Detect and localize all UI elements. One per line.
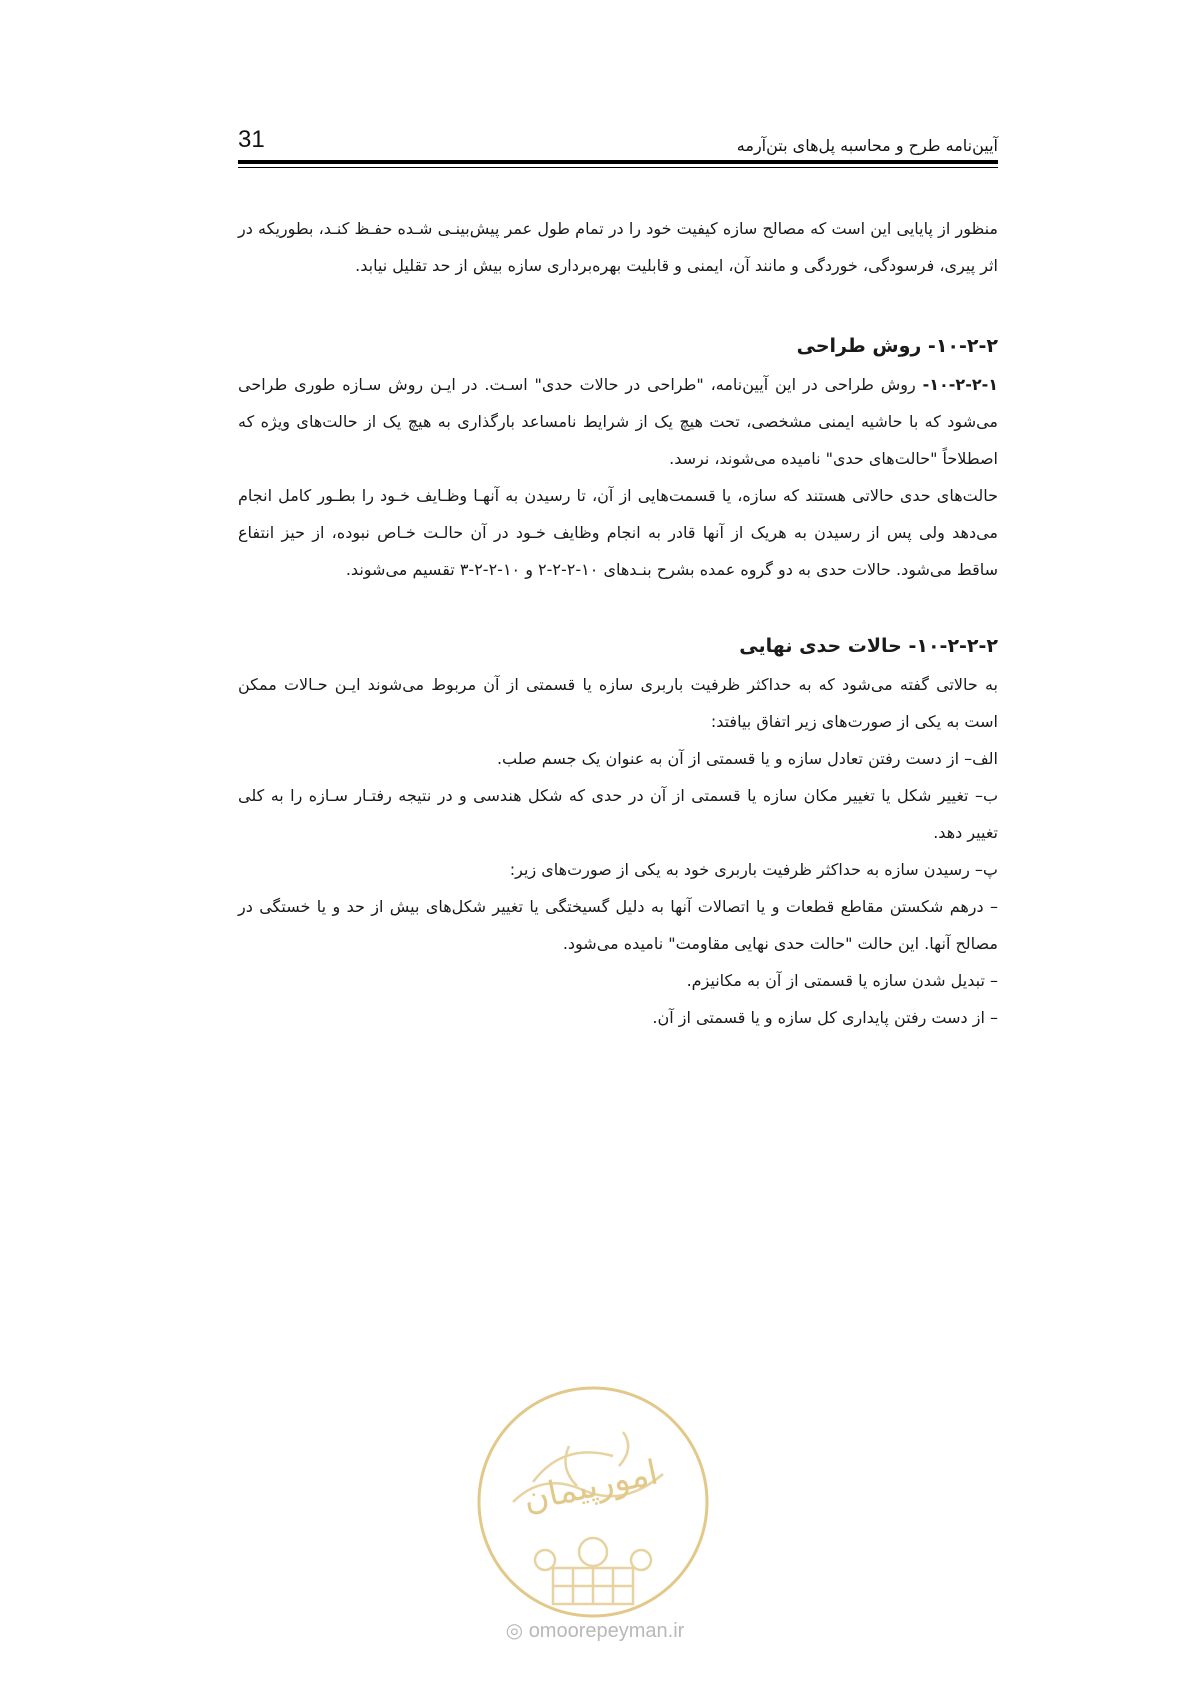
dash-item-3: – از دست رفتن پایداری کل سازه و یا قسمتی از آن. — [652, 1008, 998, 1027]
design-method-paragraph-2: حالت‌های حدی حالاتی هستند که سازه، یا قسمت‌هایی از آن، تا رسیدن به آنهـا وظـایف خـود را بطـور کامل انجام می‌دهد ولی پس از رسیدن به هریک از آنها قادر به انجام وظایف خـود در آن حالـت خـاص نبوده، از حیز انتفاع ساقط می‌شود. حالات حدی به دو گروه عمده بشرح بنـدهای ۱۰-۲-۲-۲ و ۱۰-۲-۲-۳ تقسیم می‌شوند. — [238, 486, 998, 579]
header-rule-thick — [238, 160, 998, 164]
heading-design-method: ۱۰-۲-۲- روش طراحی — [796, 335, 998, 357]
watermark-url: ◎ omoorepeyman.ir — [505, 1620, 685, 1642]
watermark-stamp — [473, 1382, 713, 1622]
page-body — [238, 210, 998, 1036]
list-item-pe: پ– رسیدن سازه به حداکثر ظرفیت باربری خود به یکی از صورت‌های زیر: — [509, 860, 998, 879]
clause-number: ۱۰-۲-۲-۱- — [922, 375, 998, 394]
intro-paragraph: منظور از پایایی این است که مصالح سازه کیفیت خود را در تمام طول عمر پیش‌بینـی شـده حفـظ کنـد، بطوریکه در اثر پیری، فرسودگی، خوردگی و مانند آن، ایمنی و قابلیت بهره‌برداری سازه بیش از حد تقلیل نیابد. — [238, 219, 998, 275]
list-item-alef: الف– از دست رفتن تعادل سازه و یا قسمتی از آن به عنوان یک جسم صلب. — [496, 749, 998, 768]
stamp-logo-icon — [473, 1382, 713, 1622]
design-method-text: روش طراحی در این آیین‌نامه، "طراحی در حالات حدی" اسـت. در ایـن روش سـازه طوری طراحی می‌شود که با حاشیه ایمنی مشخصی، تحت هیچ یک از شرایط نامساعد بارگذاری به هیچ یک از حالت‌های ویژه که اصطلاحاً "حالت‌های حدی" نامیده می‌شوند، نرسد. — [238, 375, 998, 468]
list-item-be: ب– تغییر شکل یا تغییر مکان سازه یا قسمتی از آن در حدی که شکل هندسی و در نتیجه رفتـار سـازه را به کلی تغییر دهد. — [238, 786, 998, 842]
dash-item-2: – تبدیل شدن سازه یا قسمتی از آن به مکانیزم. — [686, 971, 998, 990]
watermark-url-text: omoorepeyman.ir — [528, 1620, 685, 1642]
header-rule-thin — [238, 167, 998, 168]
page-number: 31 — [238, 126, 265, 153]
heading-ultimate-limit-states: ۱۰-۲-۲-۲- حالات حدی نهایی — [739, 635, 998, 657]
running-title: آیین‌نامه طرح و محاسبه پل‌های بتن‌آرمه — [736, 136, 998, 155]
ultimate-limit-paragraph: به حالاتی گفته می‌شود که به حداکثر ظرفیت باربری سازه یا قسمتی از آن مربوط می‌شوند ایـن حـالات ممکن است به یکی از صورت‌های زیر اتفاق بیافتد: — [238, 675, 998, 731]
stamp-logo-text: امورپیمان — [519, 1452, 662, 1520]
design-method-paragraph-1 — [238, 366, 998, 477]
dash-item-1: – درهم شکستن مقاطع قطعات و یا اتصالات آنها به دلیل گسیختگی یا تغییر شکل‌های بیش از حد و یا خستگی در مصالح آنها. این حالت "حالت حدی نهایی مقاومت" نامیده می‌شود. — [238, 897, 998, 953]
